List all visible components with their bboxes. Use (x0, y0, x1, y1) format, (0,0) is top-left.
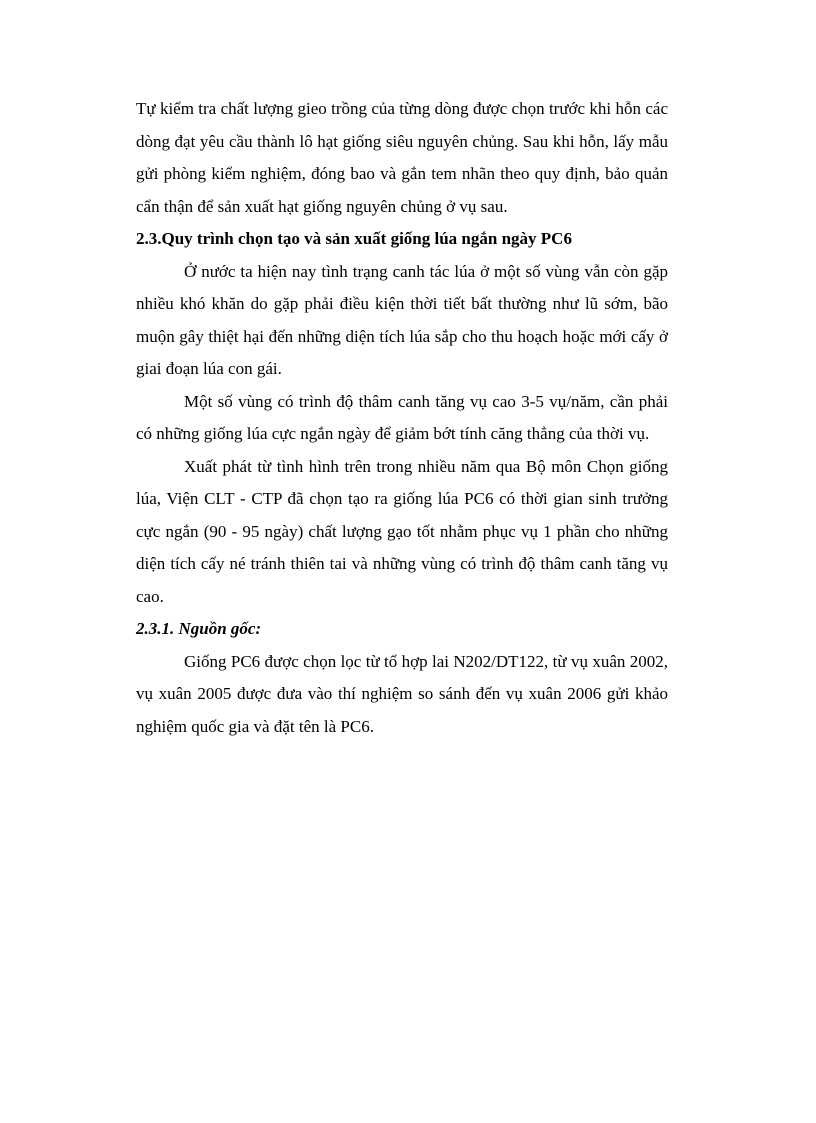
paragraph-quality-check: Tự kiểm tra chất lượng gieo trồng của từng dòng được chọn trước khi hỗn các dòng đạt yêu cầu thành lô hạt giống siêu nguyên chủng. Sau khi hỗn, lấy mẫu gửi phòng kiểm nghiệm, đóng bao và gắn tem nhãn theo quy định, bảo quản cẩn thận để sản xuất hạt giống nguyên chủng ở vụ sau. (136, 99, 668, 216)
document-body (136, 93, 668, 743)
paragraph-farming-conditions: Ở nước ta hiện nay tình trạng canh tác lúa ở một số vùng vẫn còn gặp nhiều khó khăn do gặp phải điều kiện thời tiết bất thường như lũ sớm, bão muộn gây thiệt hại đến những diện tích lúa sắp cho thu hoạch hoặc mới cấy ở giai đoạn lúa con gái. (136, 261, 668, 378)
paragraph-intensive-farming: Một số vùng có trình độ thâm canh tăng vụ cao 3-5 vụ/năm, cần phải có những giống lúa cực ngắn ngày để giảm bớt tính căng thẳng của thời vụ. (136, 391, 668, 443)
section-heading-2-3: 2.3.Quy trình chọn tạo và sản xuất giống lúa ngắn ngày PC6 (136, 229, 572, 248)
subsection-heading-2-3-1: 2.3.1. Nguồn gốc: (136, 619, 262, 638)
paragraph-pc6-origin: Giống PC6 được chọn lọc từ tổ hợp lai N202/DT122, từ vụ xuân 2002, vụ xuân 2005 được đưa vào thí nghiệm so sánh đến vụ xuân 2006 gửi khảo nghiệm quốc gia và đặt tên là PC6. (136, 651, 668, 736)
paragraph-pc6-development: Xuất phát từ tình hình trên trong nhiều năm qua Bộ môn Chọn giống lúa, Viện CLT - CTP đã chọn tạo ra giống lúa PC6 có thời gian sinh trưởng cực ngắn (90 - 95 ngày) chất lượng gạo tốt nhằm phục vụ 1 phần cho những diện tích cấy né tránh thiên tai và những vùng có trình độ thâm canh tăng vụ cao. (136, 456, 668, 606)
